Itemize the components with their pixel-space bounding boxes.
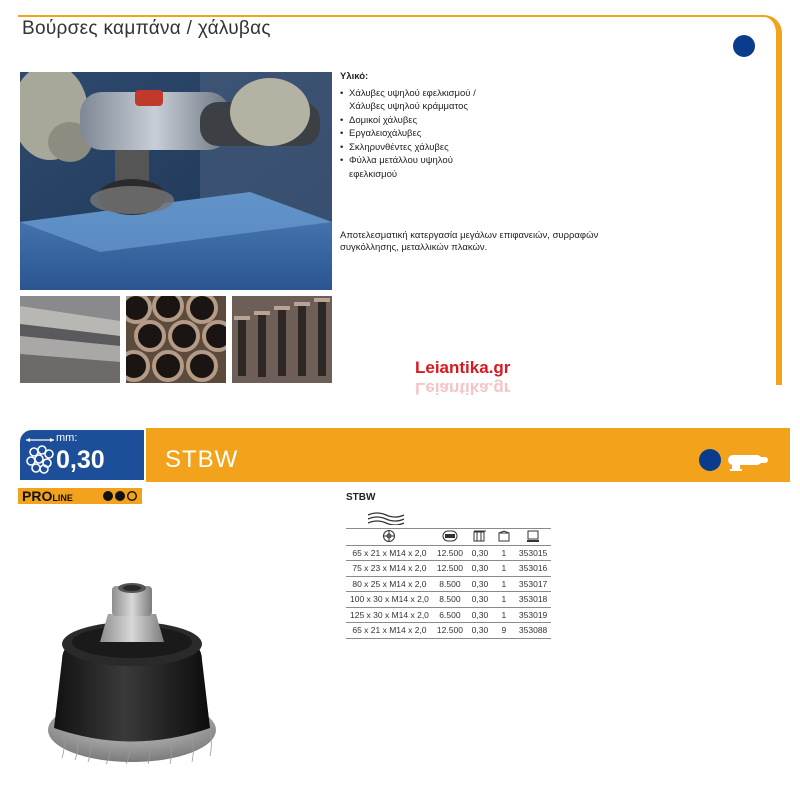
wire-wave-icon <box>368 511 404 525</box>
product-name: STBW <box>165 446 239 473</box>
list-item: • Σκληρυνθέντες χάλυβες <box>340 141 476 155</box>
steel-pipes-photo <box>126 296 226 383</box>
material-list <box>340 87 476 182</box>
list-item: • Φύλλα μετάλλου υψηλού εφελκισμού <box>340 154 476 181</box>
table-row: 80 x 25 x M14 x 2,0 8.500 0,30 1 353017 <box>346 576 551 592</box>
table-row: 125 x 30 x M14 x 2,0 6.500 0,30 1 353019 <box>346 607 551 623</box>
blue-dot-icon <box>699 449 721 471</box>
angle-grinder-icon <box>726 447 770 473</box>
wire-bundle-icon <box>24 436 56 474</box>
diameter-icon <box>382 529 396 543</box>
table-header-wave <box>346 510 551 528</box>
proline-rating-icon <box>102 490 140 502</box>
table-row: 65 x 21 x M14 x 2,0 12.500 0,30 1 353015 <box>346 545 551 561</box>
package-icon <box>497 529 511 543</box>
cup-brush-image <box>28 580 300 780</box>
wire-thickness-value: 0,30 <box>56 446 105 474</box>
proline-label: PROLINE <box>22 488 73 504</box>
table-row: 100 x 30 x M14 x 2,0 8.500 0,30 1 353018 <box>346 592 551 608</box>
site-logo-reflection: Leiantika.gr <box>415 379 511 398</box>
product-description: Αποτελεσματική κατεργασία μεγάλων επιφανειών, συρραφών συγκόλλησης, μεταλλικών πλακών. <box>340 230 599 253</box>
unit-label: mm: <box>56 432 78 444</box>
computer-code-icon <box>526 529 540 543</box>
site-logo[interactable]: Leiantika.gr <box>415 358 511 377</box>
material-section <box>340 70 476 181</box>
steel-beams-photo <box>232 296 332 383</box>
wire-gauge-icon <box>472 529 488 543</box>
page-title: Βούρσες καμπάνα / χάλυβας <box>22 18 271 39</box>
grinder-photo <box>20 72 332 290</box>
spec-table <box>346 510 551 639</box>
list-item: • Χάλυβες υψηλού εφελκισμού / Χάλυβες υψηλού κράμματος <box>340 87 476 114</box>
blue-dot-icon <box>733 35 755 57</box>
table-row: 65 x 21 x M14 x 2,0 12.500 0,30 9 353088 <box>346 623 551 639</box>
material-label: Υλικό: <box>340 71 369 82</box>
table-title: STBW <box>346 492 376 503</box>
max-speed-icon <box>442 529 458 543</box>
steel-plates-photo <box>20 296 120 383</box>
list-item: • Δομικοί χάλυβες <box>340 114 476 128</box>
table-row: 75 x 23 x M14 x 2,0 12.500 0,30 1 353016 <box>346 561 551 577</box>
table-header <box>346 528 551 545</box>
list-item: • Εργαλειοχάλυβες <box>340 127 476 141</box>
